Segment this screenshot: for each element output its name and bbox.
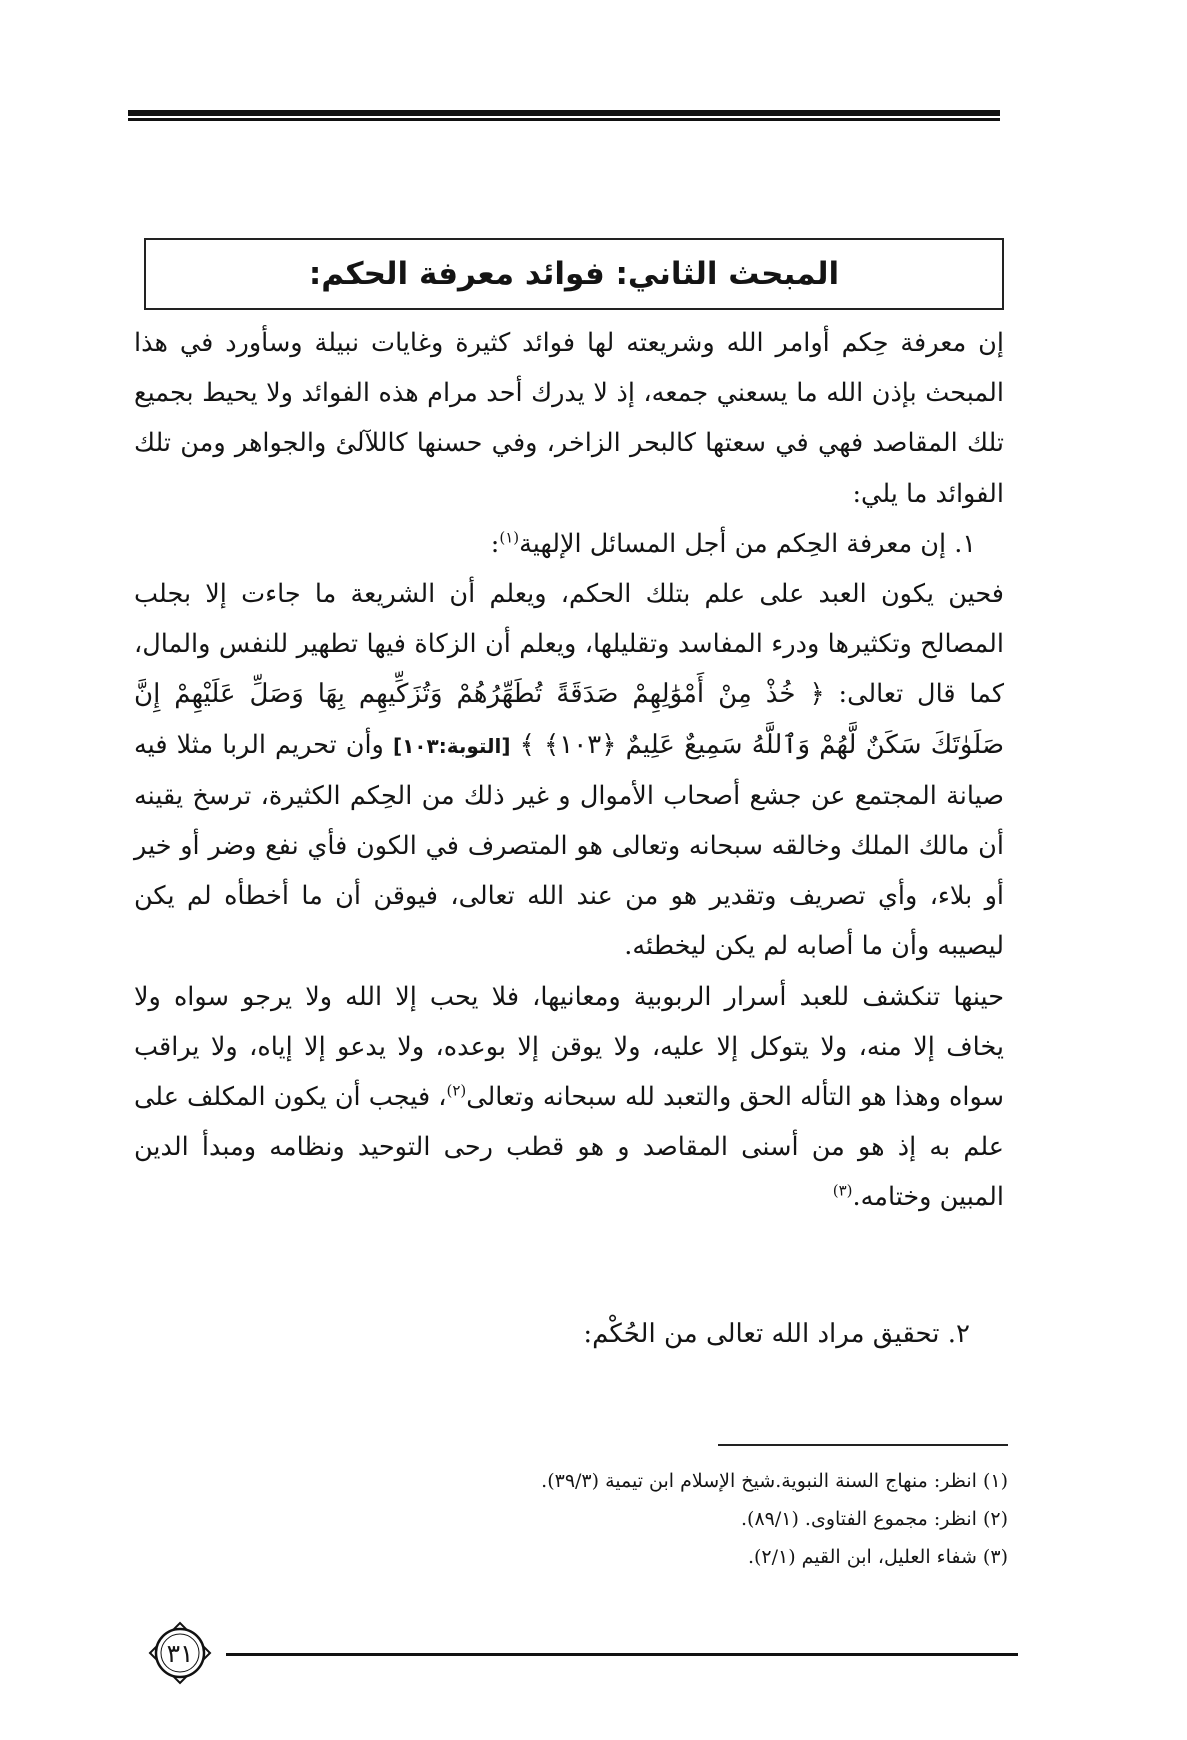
point-1-colon: :	[490, 528, 500, 559]
paragraph-rububiyya	[134, 972, 1004, 1223]
top-rule-thin	[128, 118, 1000, 121]
top-rule-thick	[128, 110, 1000, 116]
footnote-ref-1[interactable]: (١)	[499, 528, 520, 547]
sura-reference: [التوبة:١٠٣]	[392, 733, 511, 758]
footnote-separator	[718, 1444, 1008, 1446]
page-number: ٣١	[166, 1638, 194, 1668]
quran-verse: ﴿ خُذْ مِنْ أَمْوَٰلِهِمْ صَدَقَةً تُطَهِّرُهُمْ وَتُزَكِّيهِم بِهَا وَصَلِّ عَلَيْهِمْ إِنَّ صَلَوٰتَكَ سَكَنٌ لَّهُمْ وَٱللَّهُ سَمِيعٌ عَلِيمٌ ﴿١٠٣﴾ ﴾	[134, 679, 1005, 760]
footnotes	[134, 1462, 1008, 1576]
paragraph-zakat-text: فحين يكون العبد على علم بتلك الحكم، ويعلم أن الشريعة ما جاءت إلا بجلب المصالح وتكثيرها ودرء المفاسد وتقليلها، ويعلم أن الزكاة فيها تطهير للنفس والمال، كما قال تعالى:	[134, 579, 1004, 710]
body-text	[134, 318, 1004, 1223]
footnote-1: (١) انظر: منهاج السنة النبوية.شيخ الإسلام ابن تيمية (٣٩/٣).	[541, 1470, 1008, 1492]
bottom-rule	[226, 1653, 1018, 1656]
footnote-ref-2[interactable]: (٢)	[446, 1081, 467, 1100]
paragraph-rububiyya-text: حينها تنكشف للعبد أسرار الربوبية ومعانيها، فلا يحب إلا الله ولا يرجو سواه ولا يخاف إلا منه، ولا يتوكل إلا عليه، ولا يوقن إلا بوعده، ولا يدعو إلا إياه، ولا يراقب سواه وهذا هو التأله الحق والتعبد لله سبحانه وتعالى	[134, 981, 1005, 1113]
section-heading: المبحث الثاني: فوائد معرفة الحكم:	[308, 256, 840, 292]
footnote-2: (٢) انظر: مجموع الفتاوى. (٨٩/١).	[740, 1508, 1008, 1530]
point-2-heading: ٢. تحقيق مراد الله تعالى من الحُكْم:	[583, 1319, 970, 1349]
paragraph-rububiyya-end: ، فيجب أن يكون المكلف على علم به إذ هو من أسنى المقاصد و هو قطب رحى التوحيد ونظامه ومبدأ الدين المبين وختامه.	[134, 1082, 1004, 1213]
footnote-3: (٣) شفاء العليل، ابن القيم (٢/١).	[747, 1546, 1008, 1568]
footnote-ref-3[interactable]: (٣)	[832, 1181, 853, 1200]
point-1-text: ١. إن معرفة الحِكم من أجل المسائل الإلهية	[519, 528, 976, 559]
intro-paragraph: إن معرفة حِكم أوامر الله وشريعته لها فوائد كثيرة وغايات نبيلة وسأورد في هذا المبحث بإذن الله ما يسعني جمعه، إذ لا يدرك أحد مرام هذه الفوائد ولا يحيط بجميع تلك المقاصد فهي في سعتها كالبحر الزاخر، وفي حسنها كاللآلئ والجواهر ومن تلك الفوائد ما يلي:	[134, 328, 1004, 509]
paragraph-zakat	[134, 569, 1004, 972]
paragraph-riba-text: وأن تحريم الربا مثلا فيه صيانة المجتمع عن جشع أصحاب الأموال و غير ذلك من الحِكم الكثيرة، ترسخ يقينه أن مالك الملك وخالقه سبحانه وتعالى هو المتصرف في الكون فأي نفع وضر أو خير أو بلاء، وأي تصريف وتقدير هو من عند الله تعالى، فيوقن أن ما أخطأه لم يكن ليصيبه وأن ما أصابه لم يكن ليخطئه.	[134, 729, 1004, 962]
section-heading-box	[144, 238, 1004, 310]
point-1-heading	[134, 519, 1004, 569]
